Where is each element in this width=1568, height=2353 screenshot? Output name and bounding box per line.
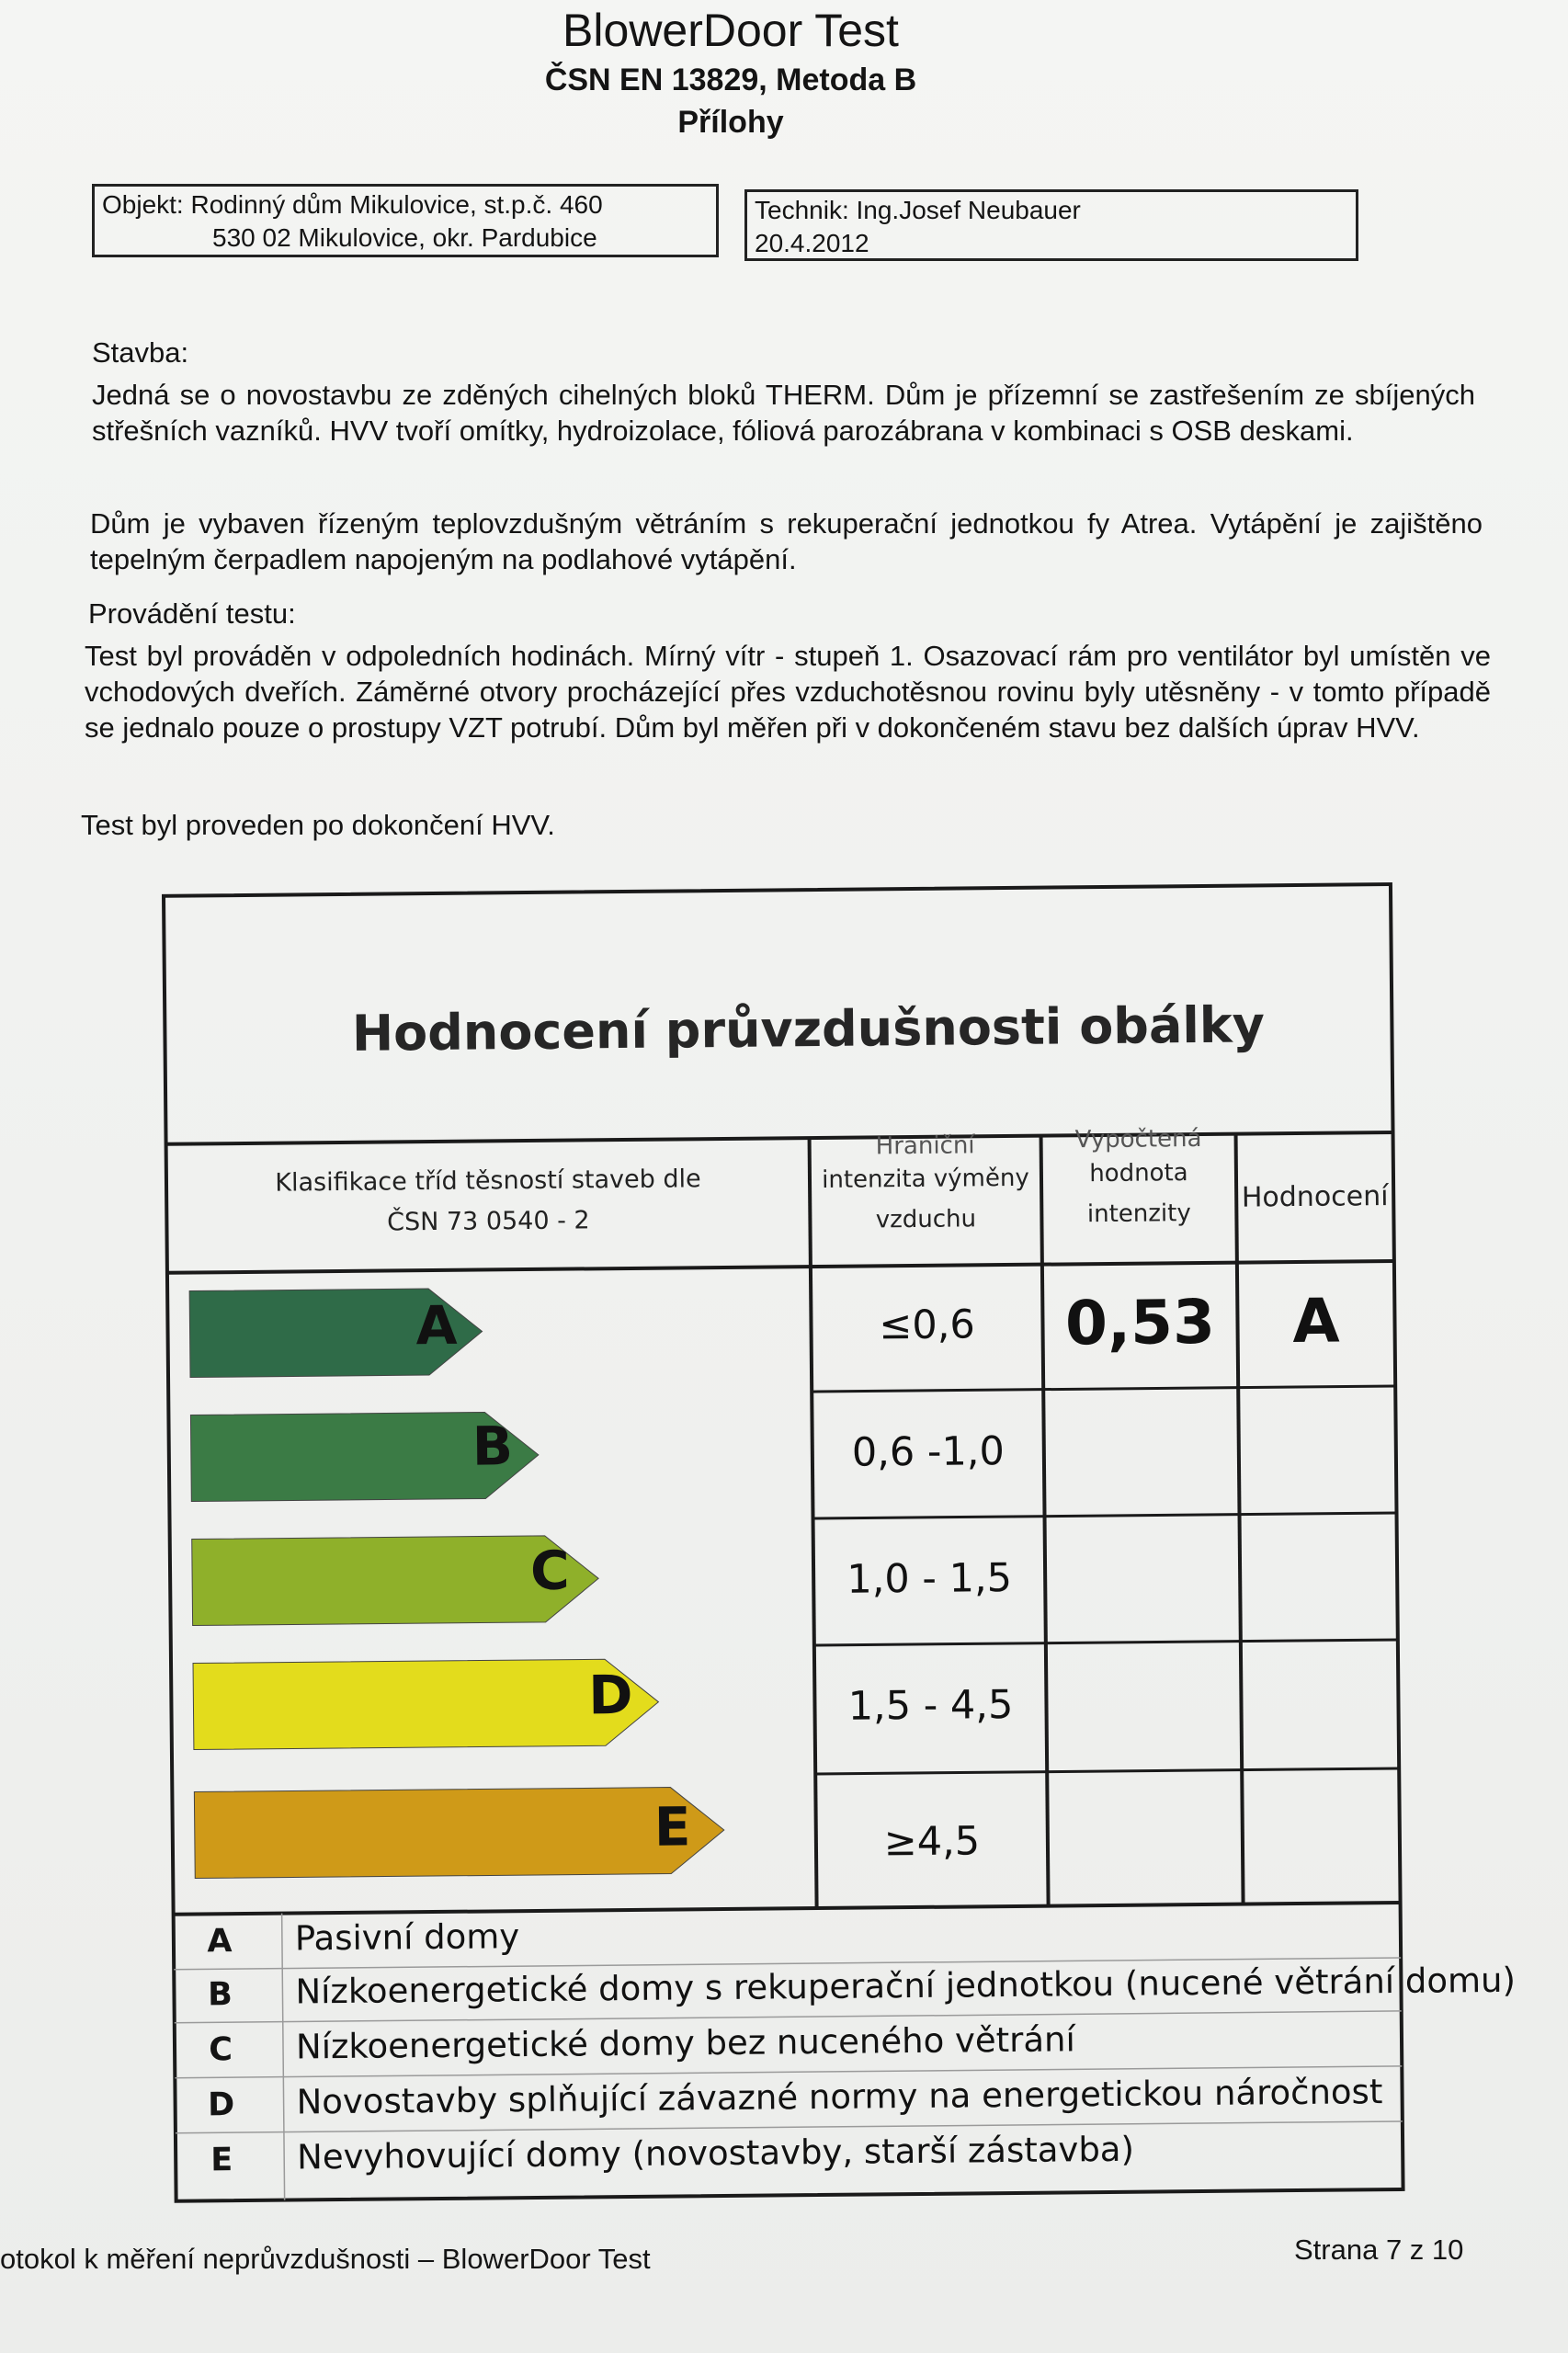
limit-header-line-3: vzduchu (875, 1205, 977, 1234)
legend-a-text: Pasivní domy (294, 1916, 520, 1959)
table-col-line-3 (1236, 1134, 1244, 1904)
class-c-label: C (529, 1539, 570, 1603)
table-header-bottom-line (167, 1261, 1394, 1273)
legend-b-letter: B (207, 1976, 233, 2014)
object-line-2: 530 02 Mikulovice, okr. Pardubice (212, 223, 597, 252)
class-c-range: 1,0 - 1,5 (846, 1554, 1013, 1603)
computed-header (1040, 1125, 1236, 1235)
technician-info-box (744, 189, 1358, 261)
technician-line-2: 20.4.2012 (755, 229, 869, 257)
computed-header-line-2: hodnota (1089, 1159, 1188, 1188)
test-paragraph-1: Test byl prováděn v odpoledních hodinách. Mírný vítr - stupeň 1. Osazovací rám pro ventilátor byl umístěn ve vchodových dveřích. Záměrné otvory procházející přes vzduchotěsnou rovinu byly utěsněny - v tomto případě se jednalo pouze o prostupy VZT potrubí. Dům byl měřen při v dokončeném stavu bez dalších úprav HVV. (85, 640, 1491, 744)
technician-line-1: Technik: Ing.Josef Neubauer (755, 196, 1081, 224)
legend-b-text: Nízkoenergetické domy s rekuperační jednotkou (nucené větrání domu) (295, 1960, 1517, 2012)
object-line-1: Objekt: Rodinný dům Mikulovice, st.p.č. 460 (102, 190, 603, 219)
table-row-line-3 (814, 1640, 1398, 1645)
class-e-arrow (194, 1787, 724, 1879)
class-a-range: ≤0,6 (879, 1302, 975, 1349)
computed-header-line-3: intenzity (1086, 1199, 1191, 1229)
table-row-line-2 (813, 1513, 1397, 1518)
class-d-range: 1,5 - 4,5 (847, 1681, 1014, 1730)
limit-header (810, 1132, 1042, 1241)
legend-d-text: Novostavby splňující závazné normy na energetickou náročnost (296, 2072, 1383, 2122)
computed-value: 0,53 (1064, 1286, 1216, 1359)
page-number: Strana 7 z 10 (1294, 2234, 1464, 2266)
stavba-heading: Stavba: (92, 336, 189, 369)
document-title: BlowerDoor Test (562, 5, 899, 56)
document-section: Přílohy (677, 105, 784, 140)
legend-e-text: Nevyhovující domy (novostavby, starší zástavba) (296, 2129, 1135, 2177)
rating-table (145, 883, 1517, 2229)
classification-header (166, 1158, 811, 1245)
limit-header-line-2: intenzita výměny (822, 1164, 1029, 1194)
rating-table-title: Hodnocení průvzdušnosti obálky (351, 995, 1266, 1063)
class-e-range: ≥4,5 (883, 1818, 981, 1866)
computed-header-line-1: Vypočtená (1074, 1124, 1202, 1154)
classification-header-line-1: Klasifikace tříd těsností staveb dle (275, 1165, 701, 1198)
stavba-paragraph-2: Dům je vybaven řízeným teplovzdušným větráním s rekuperační jednotkou fy Atrea. Vytápění je zajištěno tepelným čerpadlem napojeným na podlahové vytápění. (90, 507, 1483, 575)
table-row-line-1 (812, 1386, 1395, 1392)
stavba-paragraph-1: Jedná se o novostavbu ze zděných cihelných bloků THERM. Dům je přízemní se zastřešením ze sbíjených střešních vazníků. HVV tvoří omítky, hydroizolace, fóliová parozábrana v kombinaci s OSB deskami. (92, 379, 1475, 447)
class-b-range: 0,6 -1,0 (851, 1428, 1006, 1476)
classification-header-line-2: ČSN 73 0540 - 2 (387, 1206, 590, 1237)
legend-col-line (282, 1914, 285, 2200)
table-legend-line (174, 1903, 1401, 1915)
class-b-label: B (472, 1415, 514, 1478)
legend-row-line-4 (176, 2121, 1403, 2133)
test-paragraph-2: Test byl proveden po dokončení HVV. (81, 809, 555, 841)
object-info-box (92, 184, 719, 257)
footer-left: otokol k měření neprůvzdušnosti – BlowerDoor Test (0, 2243, 651, 2275)
result-class: A (1292, 1285, 1340, 1358)
test-heading: Provádění testu: (88, 597, 296, 630)
document-subtitle: ČSN EN 13829, Metoda B (544, 63, 917, 97)
result-header: Hodnocení (1241, 1180, 1389, 1214)
legend-d-letter: D (207, 2086, 235, 2124)
legend-c-text: Nízkoenergetické domy bez nuceného větrání (295, 2019, 1075, 2067)
limit-header-line-1: Hraniční (875, 1131, 975, 1161)
class-d-label: D (588, 1663, 633, 1727)
class-a-label: A (415, 1293, 458, 1358)
table-col-line-1 (810, 1138, 817, 1908)
legend-c-letter: C (209, 2031, 233, 2069)
table-row-line-4 (815, 1768, 1399, 1774)
class-e-label: E (653, 1795, 691, 1859)
legend-a-letter: A (207, 1923, 233, 1961)
table-col-line-2 (1041, 1136, 1049, 1906)
legend-row-line-2 (175, 2011, 1402, 2023)
legend-e-letter: E (210, 2142, 233, 2179)
